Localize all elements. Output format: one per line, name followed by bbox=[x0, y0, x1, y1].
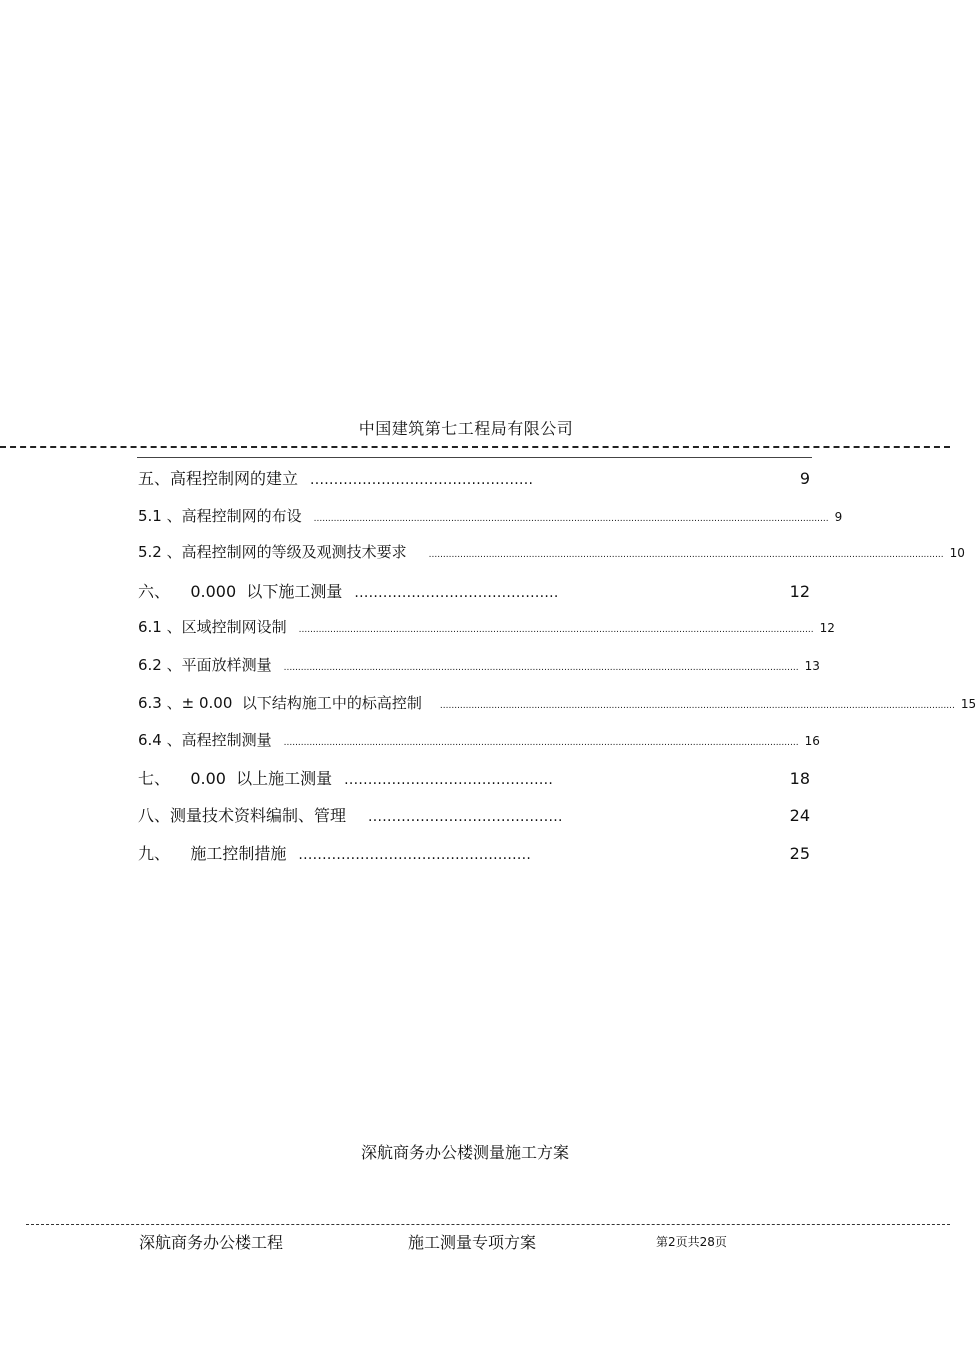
toc-leader-dots: ............................................... bbox=[310, 472, 534, 488]
toc-entry-label: 6.3 、± 0.00 以下结构施工中的标高控制 bbox=[138, 694, 422, 712]
toc-entry[interactable] bbox=[138, 541, 965, 562]
toc-entry-page: 9 bbox=[799, 469, 810, 488]
toc-entry[interactable] bbox=[138, 505, 843, 526]
toc-entry-page: 25 bbox=[789, 844, 810, 863]
toc-entry[interactable] bbox=[138, 729, 820, 750]
toc-entry[interactable] bbox=[138, 766, 810, 789]
toc-entry-page: 15 bbox=[960, 697, 976, 711]
toc-entry[interactable] bbox=[138, 579, 810, 602]
toc-entry[interactable] bbox=[138, 654, 820, 675]
toc-entry-label: 6.4 、高程控制测量 bbox=[138, 731, 272, 749]
toc-leader-dots: ......................................... bbox=[368, 809, 563, 825]
toc-entry[interactable] bbox=[138, 692, 976, 713]
toc-leader-dots: .................................................................................................................................................................................... bbox=[439, 701, 955, 711]
toc-entry-label: 九、 施工控制措施 bbox=[138, 844, 287, 863]
toc-entry-label: 6.2 、平面放样测量 bbox=[138, 656, 272, 674]
footer-page-info: 第2页共28页 bbox=[656, 1235, 727, 1249]
toc-entry-page: 12 bbox=[789, 582, 810, 601]
toc-entry-label: 八、测量技术资料编制、管理 bbox=[138, 806, 347, 825]
toc-entry-page: 12 bbox=[819, 621, 835, 635]
toc-leader-dots: .................................................................................................................................................................................... bbox=[283, 738, 799, 748]
footer-plan-name: 施工测量专项方案 bbox=[408, 1233, 537, 1252]
toc-entry-page: 16 bbox=[804, 734, 820, 748]
toc-leader-dots: ................................................. bbox=[298, 847, 532, 863]
toc-leader-dots: .................................................................................................................................................................................... bbox=[428, 550, 944, 560]
toc-entry-page: 10 bbox=[949, 546, 965, 560]
toc-entry-page: 9 bbox=[834, 510, 843, 524]
toc-entry-label: 五、高程控制网的建立 bbox=[138, 469, 299, 488]
toc-entry-page: 24 bbox=[789, 806, 810, 825]
toc-entry-label: 5.1 、高程控制网的布设 bbox=[138, 507, 302, 525]
company-name: 中国建筑第七工程局有限公司 bbox=[358, 419, 574, 438]
toc-entry-label: 6.1 、区域控制网设制 bbox=[138, 618, 287, 636]
toc-entry-label: 5.2 、高程控制网的等级及观测技术要求 bbox=[138, 543, 407, 561]
header-solid-divider bbox=[137, 457, 812, 458]
toc-entry[interactable] bbox=[138, 803, 810, 826]
toc-leader-dots: .................................................................................................................................................................................... bbox=[298, 625, 814, 635]
toc-entry-page: 13 bbox=[804, 659, 820, 673]
toc-entry[interactable] bbox=[138, 466, 810, 489]
toc-entry[interactable] bbox=[138, 616, 835, 637]
footer-project-name: 深航商务办公楼工程 bbox=[139, 1233, 284, 1252]
toc-leader-dots: .................................................................................................................................................................................... bbox=[313, 514, 829, 524]
toc-entry-label: 六、 0.000 以下施工测量 bbox=[138, 582, 343, 601]
document-title: 深航商务办公楼测量施工方案 bbox=[360, 1143, 569, 1162]
toc-leader-dots: ........................................... bbox=[354, 585, 559, 601]
toc-entry-page: 18 bbox=[789, 769, 810, 788]
page-footer bbox=[0, 1230, 950, 1254]
toc-leader-dots: .................................................................................................................................................................................... bbox=[283, 663, 799, 673]
toc-leader-dots: ............................................ bbox=[344, 772, 554, 788]
toc-entry-label: 七、 0.00 以上施工测量 bbox=[138, 769, 333, 788]
header-dashed-divider bbox=[0, 446, 950, 448]
footer-dashed-divider bbox=[26, 1224, 950, 1225]
toc-entry[interactable] bbox=[138, 841, 810, 864]
